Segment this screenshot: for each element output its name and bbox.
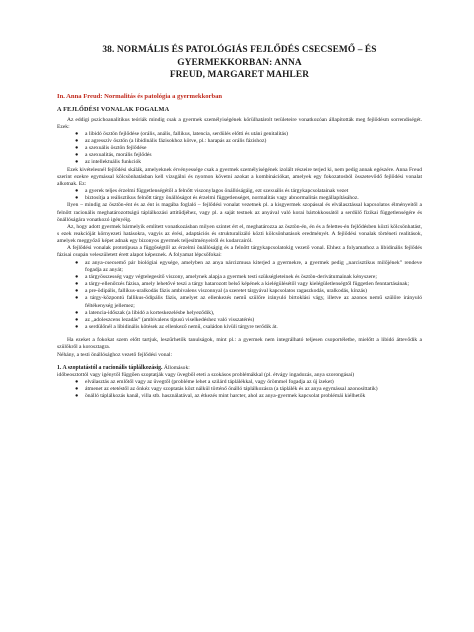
list-item (75, 195, 422, 202)
bullet-icon: ● (75, 130, 79, 137)
list-item-text: a tárgy-központú fallikus-ödipális fázis, amelyet az ellenkezés nemű szülőre irányuló birtoklási vágy, illetve az azonos nemű szülőre irányuló féltékenység jellemez; (85, 295, 422, 309)
bullet-icon: ● (75, 259, 79, 266)
list-item-text: az anya-csecsemő pár biológiai egysége, amelyben az anya nárcizmusa kiterjed a gyermekre, a gyermek pedig „narcisztikus milőjének” rendeve fogadja az anyát; (85, 259, 422, 273)
list-item-text: átmenet az etetéstől az önkéz vagy szoptatás közt nálkül történő önálló táplálkozásra (a táplálék és az anya egymással azonosíttatik) (85, 386, 378, 393)
list-item (75, 324, 422, 331)
numbered-heading-tail: Állomások: (163, 364, 190, 371)
source-heading: In. Anna Freud: Normalitás és patológia a gyermekkorban (57, 92, 223, 100)
list-1 (57, 131, 422, 167)
list-3 (57, 260, 422, 332)
paragraph-6: Ha ezeket a fokokat szem előtt tartjuk, leszűrhetők tanulságok, mint pl.: a gyermek nem integrálható teljesen csoportéletbe, mielőtt a libidó áttevődik a szülőkről a korosztagra. (57, 337, 422, 351)
bullet-icon: ● (75, 378, 79, 385)
list-item-text: a libidó ösztön fejlődése (orális, anális, fallikus, latencia, serdülés előtti és utáni genitalitás) (85, 130, 289, 137)
numbered-heading-line (57, 365, 422, 372)
bullet-icon: ● (75, 188, 79, 195)
bullet-icon: ● (75, 324, 79, 331)
bullet-icon: ● (75, 195, 79, 202)
bullet-icon: ● (75, 152, 79, 159)
list-item (75, 393, 422, 400)
paragraph-3: Ilyen – mindig az ösztön-ént és az ént is magába foglaló – fejlődési vonalat vezetnek pl. a kisgyermek szopással és elválasztással kapcsolatos élményeitől a felnőtt racionális meghatározottságú táplálkozási attitűdjéhez, vagy pl. a saját testnek az anyával való korai bártokkossától a serdülő fizikai függetlenségére és önállóságára vonatkozó igényéig. (57, 202, 422, 223)
list-item (75, 260, 422, 274)
document-title (57, 44, 422, 82)
list-item-text: a latencia-időszak (a libidó a korteskezelésbe helyeződik), (85, 309, 215, 316)
paragraph-8: időbeosztottól vagy igénytől függően szoptatják vagy üvegből eteti a szokásos problémákkal (pl. étvágy ingadozás, anya szorongásai) (57, 371, 355, 378)
title-line-2: FREUD, MARGARET MAHLER (169, 70, 310, 80)
list-item-text: a pre-ödipális, fallikus-uralkodás fázis ambivalens viszonnyal (a szeretet tárgyával kapcsolatos ragaszkodás, uralkodás, kínzás) (85, 288, 367, 295)
numbered-heading: 1. A szoptatástól a racionális táplálkozásig. (57, 364, 163, 371)
list-item-text: önálló táplálkozás kanál, villa stb. használatával, az étkezés mint harcter, ahol az anya-gyermek kapcsolat problémái kiélhetők (85, 393, 366, 400)
list-item (75, 159, 422, 166)
bullet-icon: ● (75, 295, 79, 302)
paragraph-2: Ezek kivételesnél fejlődési skálák, amelyeknek érvényessége csak a gyermek személyiségének izolált részeire terjed ki, nem pedig annak egészére. Anna Freud szerint ezekre egymással kölcsönhatásban kell vizsgálni és nyomon követni azokat a kombinációkat, amelyek egy fokozatosból összetevődő fejlődési vonalat alkotnak. Ez: (57, 166, 422, 187)
list-item-text: elválasztás az emlőtől vagy az üvegtől (probléme lehet a szilárd táplálékkal, vagy örömmel fogadja az új ízeket) (85, 378, 334, 385)
list-item (75, 386, 422, 393)
bullet-icon: ● (75, 393, 79, 400)
bullet-icon: ● (75, 316, 79, 323)
list-item-text: az intellektuális funkciók (85, 159, 142, 166)
list-item (75, 310, 422, 317)
paragraph-7: Néhány, a testi önállósághoz vezető fejlődési vonal: (57, 351, 173, 358)
list-item (75, 317, 422, 324)
bullet-icon: ● (75, 137, 79, 144)
list-item-text: a tárgy-ellenőrzés fázisa, amely lehetővé teszi a tárgy hatarozott belső képének a kielégülésétől vagy kielégületlenségtől független fenntartásának; (85, 281, 409, 288)
bullet-icon: ● (75, 159, 79, 166)
list-item-text: a serdülőnél a libidinális kötések az ellenkező nemű, családon kívüli tárgyre terődik át. (85, 324, 278, 331)
list-item-text: biztosítja a reálisztikus felnőtt tárgy önállóságot és érzelmi függetlenséget, normalitás vagy abnormalitás megállapításához. (85, 195, 359, 202)
paragraph-4: Az, hogy adott gyermek bármelyik említett vonatkozásban milyen szintet ért el, meghatározza az ösztön-én, én és a felettes-én fejlődésben közti kölcsönhatást, s ezek reakcióját környezeti hatásokra, vagyis az érési, adaptációs és strukturalizáló közti kölcsönhatások eredményét. A fejlődési vonalak történeti realitások, amelyek meggyőző képet adnak egy bizonyos gyermek teljesítményeiről és kudarcairól. (57, 223, 422, 245)
title-line-1: 38. NORMÁLIS ÉS PATOLÓGIÁS FEJLŐDÉS CSECSEMŐ – ÉS GYERMEKKORBAN: ANNA (102, 45, 377, 68)
list-item-text: a tárgyösszesség vagy végtelegesítő viszony, amelynek alapja a gyermek testi szükségleteinek és ösztön-derivátumainak kényszere; (85, 273, 377, 280)
list-item-text: a szexuális ösztön fejlődése (85, 145, 147, 152)
bullet-icon: ● (75, 309, 79, 316)
list-item (75, 295, 422, 309)
bullet-icon: ● (75, 288, 79, 295)
bullet-icon: ● (75, 273, 79, 280)
list-item-text: a szexualitás, morális fejlődés (85, 152, 152, 159)
list-4 (57, 379, 422, 400)
section-heading: A FEJLŐDÉSI VONALAK FOGALMA (57, 105, 170, 113)
list-item-text: az „adoleszcens lezadás” (ambivalens típusú viselkedéshez való visszatérés) (85, 316, 255, 323)
list-item-text: a gyerek teljes érzelmi függetlenségétől a felnőtt viszonylagos önállóságáig, ezt szexuális és tárgykapcsolatainak vezet (85, 188, 349, 195)
bullet-icon: ● (75, 386, 79, 393)
list-item-text: az agresszív ösztön (a libidinális fázisokhoz kötve, pl.: harapás az orális fázishoz) (85, 137, 267, 144)
bullet-icon: ● (75, 145, 79, 152)
bullet-icon: ● (75, 281, 79, 288)
paragraph-1: Az eddigi pszichoanalitikus teóriák mindig csak a gyermek személyiségének körülhatárolt területeire vonatkozóan állapították meg fejlődésm sorrendiségét. Ezek: (57, 116, 422, 130)
list-item (75, 131, 422, 138)
paragraph-5: A fejlődési vonalak prototípusa a függőségtől az érzelmi önállóságig és a felnőtt tárgykapcsolatokig vezető vonal. Ehhez a folyamathoz a libidinális fejlődés fázisai csupán veleszületett érett alapot képeznek. A folyamat lépcsőfokai: (57, 245, 422, 259)
list-2 (57, 188, 422, 202)
